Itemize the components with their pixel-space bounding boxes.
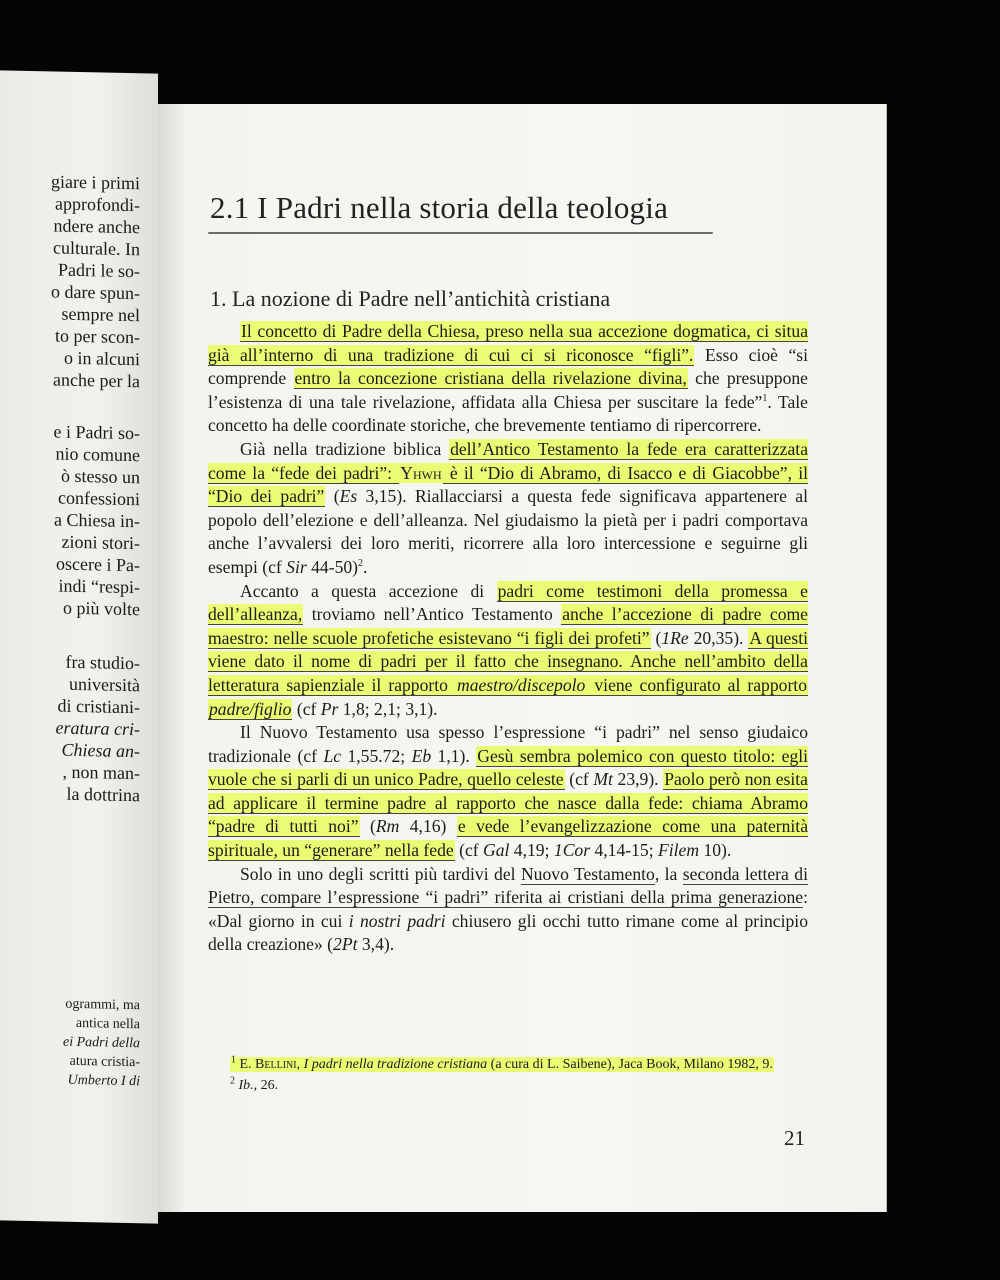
footnote-ibid: Ib., bbox=[238, 1078, 258, 1093]
text-run: . Tale concetto ha delle coordinate storiche, che brevemente tentiamo di ripercorrere. bbox=[208, 391, 808, 436]
text-run: ( bbox=[650, 627, 662, 648]
highlighted-text: maestro/discepolo bbox=[456, 674, 586, 695]
text-run: Già nella tradizione biblica bbox=[240, 438, 450, 459]
italic-text: i nostri padri bbox=[348, 910, 446, 931]
text-run: (cf bbox=[292, 698, 321, 719]
highlighted-text: entro la concezione cristiana della rivelazione divina, bbox=[294, 368, 687, 389]
bible-ref: Pr bbox=[320, 698, 339, 719]
paragraph-1 bbox=[208, 320, 808, 438]
left-fragment: Umberto I di bbox=[67, 1072, 140, 1090]
bible-ref: Filem bbox=[658, 840, 700, 861]
text-run: 4,14-15; bbox=[590, 840, 659, 861]
highlighted-text: padri come testimoni della promessa e dell’alleanza, bbox=[208, 580, 808, 625]
left-fragment: a Chiesa in- bbox=[54, 509, 140, 532]
section-title: 2.1 I Padri nella storia della teologia bbox=[210, 190, 669, 225]
left-page-upper-text bbox=[0, 70, 158, 392]
footnote-number: 2 bbox=[230, 1075, 235, 1087]
left-fragment: , non man- bbox=[62, 761, 140, 784]
bible-ref: Sir bbox=[286, 556, 307, 577]
highlighted-text: viene configurato al rapporto bbox=[587, 674, 807, 695]
underlined-text: Nuovo Testamento bbox=[520, 863, 655, 884]
left-fragment: oscere i Pa- bbox=[56, 553, 140, 576]
highlighted-text: padre/figlio bbox=[209, 698, 292, 719]
bible-ref: Eb bbox=[411, 745, 432, 766]
text-run: 4,19; bbox=[509, 840, 554, 861]
left-fragment: di cristiani- bbox=[57, 695, 140, 718]
left-fragment: ò stesso un bbox=[60, 465, 140, 488]
left-fragment: ei Padri della bbox=[63, 1034, 140, 1052]
highlighted-footnote bbox=[230, 1054, 774, 1072]
text-run: chiusero gli occhi tutto rimane come al principio della creazione» ( bbox=[208, 910, 808, 955]
bible-ref: 1Cor bbox=[553, 840, 591, 861]
left-fragment: Chiesa an- bbox=[61, 739, 140, 762]
paragraph-5 bbox=[208, 863, 808, 957]
left-fragment: fra studio- bbox=[65, 651, 140, 674]
paragraph-2 bbox=[208, 438, 808, 580]
page-number: 21 bbox=[784, 1126, 805, 1150]
bible-ref: Gal bbox=[483, 840, 510, 861]
text-run: (cf bbox=[454, 840, 484, 861]
text-run: 10). bbox=[699, 840, 732, 861]
text-run: 3,15). Riallacciarsi a questa fede significava appartenere al popolo dell’elezione e dell’alleanza. Nel giudaismo la pietà per i padri comportava anche l’avvalersi dei loro meriti, ricorrere alla loro intercessione e seguirne gli esempi (cf bbox=[208, 486, 808, 577]
left-fragment: zioni stori- bbox=[61, 531, 140, 554]
left-fragment: nio comune bbox=[55, 443, 140, 466]
text-run: che presuppone l’esistenza di una tale rivelazione, affidata alla Chiesa per suscitare la fede” bbox=[208, 368, 808, 412]
left-fragment: confessioni bbox=[58, 487, 140, 510]
footnote-author: E. Bellini, bbox=[239, 1057, 301, 1072]
body-text bbox=[208, 320, 808, 957]
text-run: 20,35). bbox=[688, 627, 749, 648]
paragraph-4 bbox=[208, 721, 808, 863]
left-page bbox=[0, 70, 158, 1223]
footnote-ref: 2 bbox=[358, 558, 364, 570]
highlighted-text: Gesù sembra polemico con questo titolo: egli vuole che si parli di un unico Padre, quello celeste bbox=[208, 745, 809, 790]
footnote-1 bbox=[208, 1054, 808, 1075]
text-run: ( bbox=[325, 486, 340, 507]
text-run: : «Dal giorno in cui bbox=[208, 887, 808, 931]
highlighted-text: A questi viene dato il nome di padri per il fatto che insegnano. Anche nell’ambito della letteratura sapienziale il rapporto bbox=[208, 627, 808, 695]
left-fragment: la dottrina bbox=[66, 783, 140, 806]
text-run: Accanto a questa accezione di bbox=[240, 580, 497, 601]
left-fragment: to per scon- bbox=[55, 325, 140, 348]
footnote-title: I padri nella tradizione cristiana bbox=[303, 1057, 488, 1072]
left-fragment: approfondi- bbox=[55, 193, 140, 216]
text-run: Il Nuovo Testamento usa spesso l’espressione “i padri” nel senso giudaico tradizionale (cf bbox=[208, 722, 808, 766]
footnotes bbox=[208, 1054, 808, 1096]
left-fragment: anche per la bbox=[53, 369, 140, 392]
highlighted-text: Il concetto di Padre della Chiesa, preso nella sua accezione dogmatica, ci situa già all’interno di una tradizione di cui ci si riconosce “figli”. bbox=[208, 321, 808, 365]
highlighted-text: Paolo però non esita ad applicare il termine padre al rapporto che nasce dalla fede: chiama Abramo “padre di tutti noi” bbox=[208, 769, 808, 837]
left-fragment: eratura cri- bbox=[55, 717, 140, 740]
footnote-text: 26. bbox=[257, 1078, 279, 1093]
highlighted-text: dell’Antico Testamento la fede era caratterizzata come la “fede dei padri”: bbox=[208, 438, 808, 483]
left-fragment: o dare spun- bbox=[51, 281, 140, 304]
footnote-2 bbox=[208, 1075, 808, 1096]
bible-ref: Es bbox=[339, 486, 358, 507]
left-fragment: ndere anche bbox=[53, 215, 140, 238]
bible-ref: Rm bbox=[375, 816, 400, 837]
highlighted-text: e vede l’evangelizzazione come una paternità spirituale, un “generare” nella fede bbox=[208, 816, 809, 861]
text-run: , la bbox=[654, 863, 683, 884]
text-run: 23,9). bbox=[612, 769, 664, 790]
text-run: (cf bbox=[564, 769, 594, 790]
sub-heading: 1. La nozione di Padre nell’antichità cristiana bbox=[210, 286, 611, 311]
left-fragment: o in alcuni bbox=[64, 347, 140, 370]
divine-name: Yhwh bbox=[400, 462, 442, 483]
underlined-text: seconda lettera di Pietro, compare l’espressione “i padri” riferita ai cristiani della prima generazione bbox=[208, 863, 808, 908]
text-run: 3,4). bbox=[357, 934, 395, 955]
right-page bbox=[158, 104, 887, 1212]
footnote-ref: 1 bbox=[762, 392, 768, 404]
left-fragment: ogrammi, ma bbox=[65, 996, 140, 1014]
bible-ref: 1Re bbox=[661, 627, 689, 648]
text-run: 1,55.72; bbox=[341, 745, 412, 766]
text-run: 1,8; 2,1; 3,1). bbox=[338, 698, 438, 719]
title-underline bbox=[208, 232, 713, 234]
left-fragment: università bbox=[69, 673, 140, 696]
left-fragment: culturale. In bbox=[53, 237, 140, 260]
text-run: . bbox=[363, 556, 368, 577]
text-run: Esso cioè “si comprende bbox=[208, 344, 809, 389]
highlighted-text: anche l’accezione di padre come maestro: nelle scuole profetiche esistevano “i figli dei profeti” bbox=[208, 604, 808, 648]
text-run: troviamo nell’Antico Testamento bbox=[303, 604, 562, 625]
footnote-text: (a cura di L. Saibene), Jaca Book, Milano 1982, 9. bbox=[487, 1057, 773, 1072]
text-run: 4,16) bbox=[399, 816, 457, 837]
left-fragment: e i Padri so- bbox=[53, 421, 140, 444]
left-fragment: giare i primi bbox=[51, 171, 140, 194]
left-fragment: atura cristia- bbox=[69, 1053, 140, 1071]
highlighted-text: è il “Dio di Abramo, di Isacco e di Giacobbe”, il “Dio dei padri” bbox=[208, 462, 808, 507]
left-fragment: Padri le so- bbox=[58, 259, 140, 282]
left-fragment: o più volte bbox=[63, 597, 140, 620]
bible-ref: 2Pt bbox=[333, 934, 358, 955]
footnote-number: 1 bbox=[231, 1054, 236, 1066]
text-run: Solo in uno degli scritti più tardivi del bbox=[240, 863, 521, 884]
paragraph-3 bbox=[208, 580, 808, 722]
bible-ref: Mt bbox=[593, 769, 613, 790]
bible-ref: Lc bbox=[323, 745, 342, 766]
text-run: 44-50) bbox=[306, 556, 359, 577]
left-fragment: indi “respi- bbox=[58, 575, 140, 598]
left-fragment: sempre nel bbox=[61, 303, 140, 326]
text-run: ( bbox=[359, 816, 376, 837]
left-fragment: antica nella bbox=[75, 1015, 140, 1033]
text-run: 1,1). bbox=[431, 745, 477, 766]
